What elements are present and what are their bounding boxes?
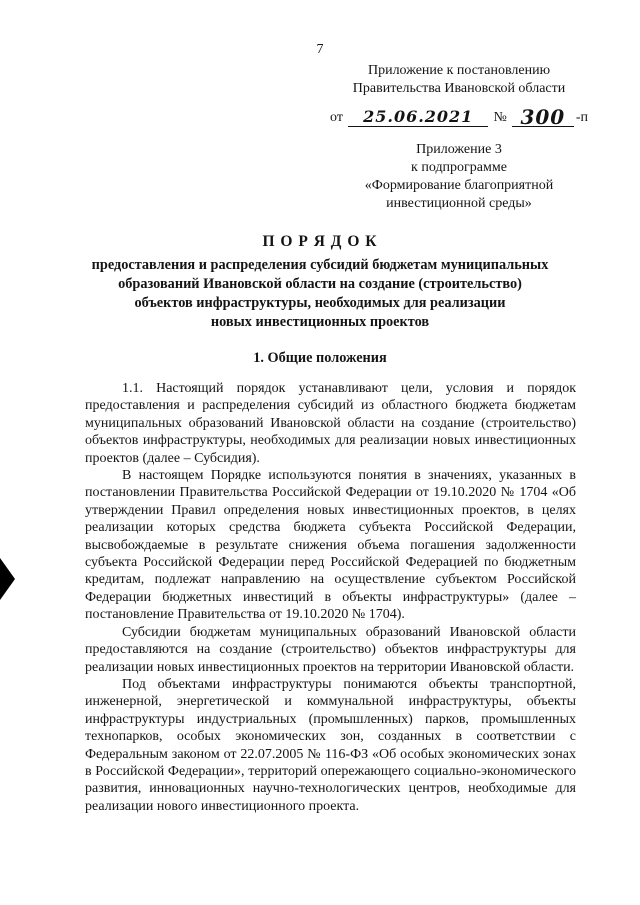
subtitle-line: новых инвестиционных проектов — [210, 314, 430, 330]
subtitle-line: объектов инфраструктуры, необходимых для реализации — [134, 295, 506, 311]
subprogram-reference-block — [330, 141, 588, 213]
number-sign: № — [493, 110, 507, 125]
annex-line: Приложение 3 — [416, 142, 502, 157]
scan-artifact — [0, 558, 15, 600]
annex-reference-block — [330, 62, 588, 127]
subtitle-line: предоставления и распределения субсидий бюджетам муниципальных — [91, 257, 549, 273]
body-paragraph: 1.1. Настоящий порядок устанавливают цели, условия и порядок предоставления и распределения субсидий из областного бюджета бюджетам муниципальных образований Ивановской области на создание (строительство) объектов инфраструктуры, необходимых для реализации новых инвестиционных проектов (далее – Субсидия). — [85, 381, 576, 466]
subtitle-line: образований Ивановской области на создание (строительство) — [118, 276, 522, 292]
body-text — [85, 380, 576, 815]
handwritten-date: 25.06.2021 — [348, 108, 489, 127]
document-subtitle — [0, 256, 640, 332]
body-paragraph: В настоящем Порядке используются понятия в значениях, указанных в постановлении Правительства Российской Федерации от 19.10.2020 № 1704 «Об утверждении Правил определения новых инвестиционных проектов, в целях реализации которых средства бюджета субъекта Российской Федерации, высвобождаемые в результате снижения объема погашения задолженности субъекта Российской Федерации перед Российской Федерацией по бюджетным кредитам, подлежат направлению на осуществление субъектом Российской Федерации бюджетных инвестиций в объекты инфраструктуры» (далее – постановление Правительства от 19.10.2020 № 1704). — [85, 468, 576, 623]
annex-line: Правительства Ивановской области — [352, 81, 566, 96]
section-heading: 1. Общие положения — [253, 350, 387, 366]
from-label: от — [330, 110, 343, 125]
document-title: П О Р Я Д О К — [262, 233, 378, 250]
annex-line: к подпрограмме — [411, 160, 507, 175]
decree-date-line — [330, 101, 588, 127]
body-paragraph: Под объектами инфраструктуры понимаются объекты транспортной, инженерной, энергетической и коммунальной инфраструктуры, объекты инфраструктуры индустриальных (промышленных) парков, промышленных технопарков, особых экономических зон, созданных в соответствии с Федеральным законом от 22.07.2005 № 116-ФЗ «Об особых экономических зонах в Российской Федерации», территорий опережающего социально-экономического развития, инновационных научно-технологических центров, необходимые для реализации нового инвестиционного проекта. — [85, 676, 576, 814]
body-paragraph: Субсидии бюджетам муниципальных образований Ивановской области предоставляются на создание (строительство) объектов инфраструктуры для реализации новых инвестиционных проектов на территории Ивановской области. — [85, 624, 576, 675]
annex-line: «Формирование благоприятной — [364, 178, 554, 193]
annex-line: Приложение к постановлению — [367, 63, 551, 78]
number-suffix: -п — [575, 110, 588, 125]
annex-line: инвестиционной среды» — [386, 196, 532, 211]
page-number: 7 — [316, 42, 324, 57]
handwritten-number: 300 — [512, 108, 574, 127]
